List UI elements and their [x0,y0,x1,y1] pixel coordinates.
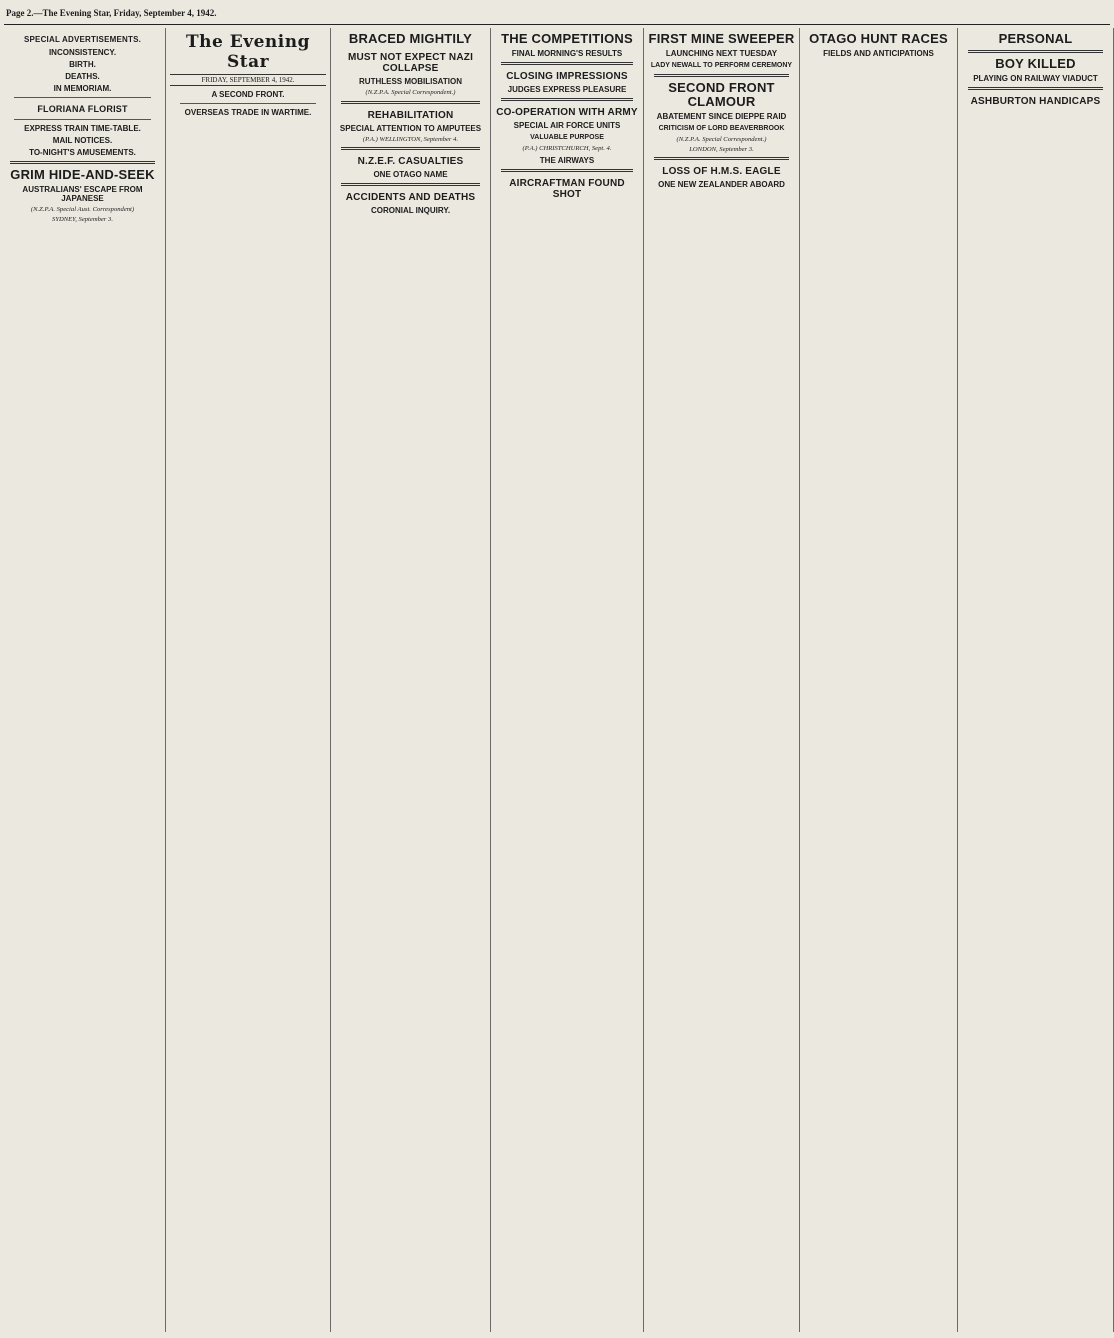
divider [341,101,480,104]
subhead: FIELDS AND ANTICIPATIONS [823,49,934,58]
divider [341,183,480,186]
subhead: ABATEMENT SINCE DIEPPE RAID [656,112,787,121]
subhead: LADY NEWALL TO PERFORM CEREMONY [650,62,793,69]
divider [501,169,633,172]
divider [501,98,633,101]
column-1 [0,28,166,1332]
divider [501,62,633,65]
dateline: (N.Z.P.A. Special Correspondent.) [365,89,456,96]
subhead: CRITICISM OF LORD BEAVERBROOK [658,125,785,132]
subhead: IN MEMORIAM. [53,84,112,93]
headline: LOSS OF H.M.S. EAGLE [662,166,781,177]
headline: AIRCRAFTMAN FOUND SHOT [509,177,625,200]
subhead: BIRTH. [69,60,96,69]
leader-head: OVERSEAS TRADE IN WARTIME. [184,108,312,117]
subhead: VALUABLE PURPOSE [530,134,604,141]
column-4 [491,28,644,1332]
subhead: CORONIAL INQUIRY. [370,206,451,215]
headline: THE COMPETITIONS [501,31,633,46]
subhead: LAUNCHING NEXT TUESDAY [665,49,778,58]
divider [654,74,789,77]
divider [180,103,316,104]
headline: FIRST MINE SWEEPER [648,31,795,46]
headline: BOY KILLED [995,56,1076,71]
divider [968,87,1103,90]
column-6 [800,28,958,1332]
headline: PERSONAL [998,31,1073,46]
headline: ASHBURTON HANDICAPS [970,96,1101,107]
subhead: JUDGES EXPRESS PLEASURE [507,85,627,94]
headline: CLOSING IMPRESSIONS [506,71,628,82]
divider [654,157,789,160]
subhead: DEATHS. [65,72,100,81]
headline: N.Z.E.F. CASUALTIES [357,156,464,167]
headline: BRACED MIGHTILY [348,31,473,46]
subhead: EXPRESS TRAIN TIME-TABLE. [24,124,141,133]
masthead: The Evening Star [186,32,310,72]
divider [341,147,480,150]
dateline: (P.A.) CHRISTCHURCH, Sept. 4. [522,145,612,152]
divider [14,97,151,98]
subhead: AUSTRALIANS' ESCAPE FROM JAPANESE [22,185,143,203]
column-7 [958,28,1114,1332]
advert-head: FLORIANA FLORIST [37,104,128,114]
headline-deck: MUST NOT EXPECT NAZI COLLAPSE [347,52,474,74]
dateline: SYDNEY, September 3. [52,215,113,223]
subhead: SPECIAL ATTENTION TO AMPUTEES [339,123,482,133]
headline: ACCIDENTS AND DEATHS [345,192,476,203]
divider [10,161,155,164]
folio-line: Page 2.—The Evening Star, Friday, September 4, 1942. [6,8,217,18]
headline: GRIM HIDE-AND-SEEK [10,167,155,182]
dateline: (N.Z.P.A. Special Correspondent.) [676,136,767,143]
subhead: TO-NIGHT'S AMUSEMENTS. [29,148,136,157]
headline: OTAGO HUNT RACES [809,31,948,46]
divider [14,119,151,120]
leader-head: A SECOND FRONT. [211,90,285,99]
top-rule [4,24,1110,25]
headline: CO-OPERATION WITH ARMY [496,107,638,118]
divider [968,50,1103,53]
dateline: LONDON, September 3. [689,145,754,153]
headline: SPECIAL ADVERTISEMENTS. [23,35,142,44]
subhead: MAIL NOTICES. [52,136,113,145]
subhead: THE AIRWAYS [539,155,595,165]
column-5 [644,28,800,1332]
subhead: RUTHLESS MOBILISATION [359,77,462,86]
dateline: (P.A.) WELLINGTON, September 4. [362,135,459,143]
column-3 [331,28,491,1332]
issue-date: FRIDAY, SEPTEMBER 4, 1942. [170,74,326,86]
subhead: SPECIAL AIR FORCE UNITS [513,121,621,130]
dateline: (N.Z.P.A. Special Aust. Correspondent) [30,206,135,213]
headline: REHABILITATION [367,109,454,121]
subhead: FINAL MORNING'S RESULTS [511,49,623,58]
subhead: PLAYING ON RAILWAY VIADUCT [973,74,1098,83]
column-2 [166,28,331,1332]
headline: SECOND FRONT CLAMOUR [668,80,775,109]
subhead: INCONSISTENCY. [48,48,117,57]
subhead: ONE OTAGO NAME [373,170,448,179]
subhead: ONE NEW ZEALANDER ABOARD [658,180,785,189]
